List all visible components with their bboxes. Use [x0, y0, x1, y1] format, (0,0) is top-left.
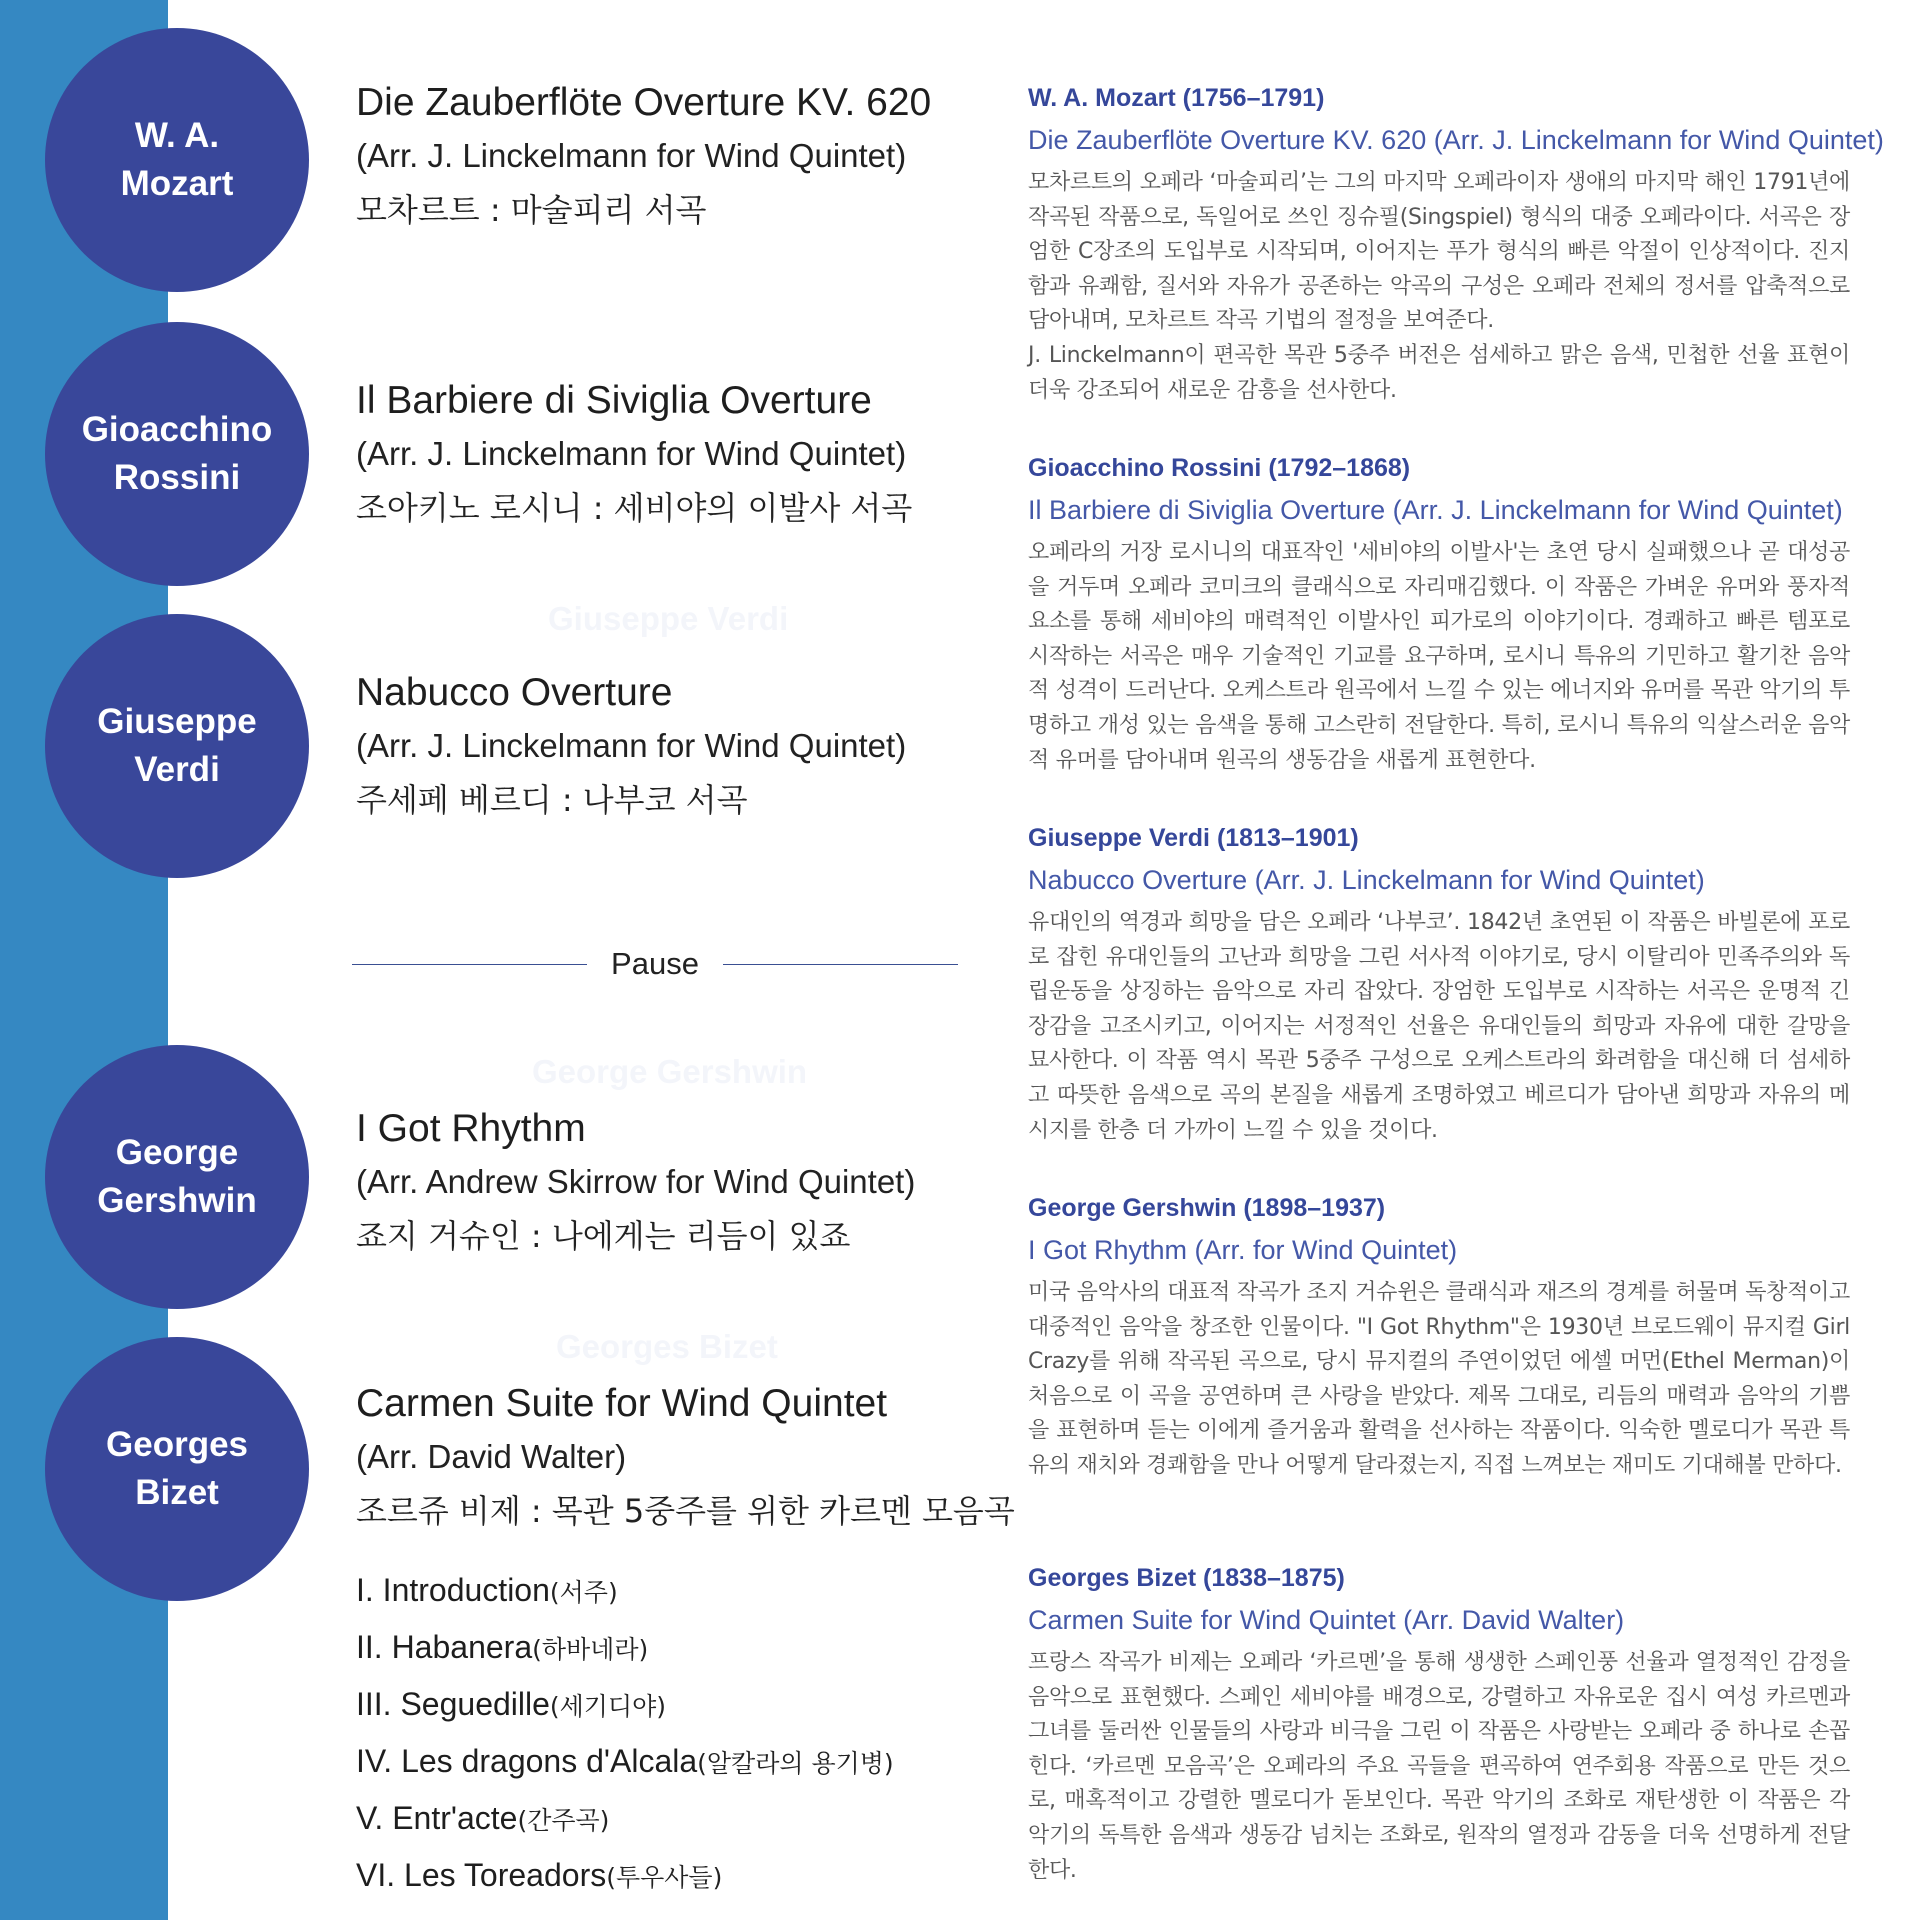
work-korean-title: 조아키노 로시니 : 세비야의 이발사 서곡: [356, 489, 913, 527]
composer-badge-last: Verdi: [134, 750, 220, 789]
note-work-title: I Got Rhythm (Arr. for Wind Quintet): [1028, 1235, 1458, 1265]
intermission-divider: [352, 940, 958, 988]
movement-korean: (세기디야): [549, 1692, 667, 1721]
ghost-caption-verdi: Giuseppe Verdi: [548, 600, 789, 637]
composer-badge-last: Gershwin: [97, 1181, 257, 1220]
program-note-verdi: [1028, 820, 1857, 1148]
divider-line-left: [352, 964, 587, 965]
list-item: [356, 1796, 976, 1853]
movement-title: V. Entr'acte: [356, 1800, 518, 1836]
program-item-bizet: [356, 1379, 1015, 1531]
carmen-movements-list: [356, 1568, 976, 1910]
composer-badge-first: Georges: [106, 1425, 248, 1464]
work-title: Il Barbiere di Siviglia Overture: [356, 379, 872, 422]
program-item-gershwin: [356, 1104, 976, 1256]
composer-badge-first: W. A.: [134, 116, 220, 155]
list-item: [356, 1682, 976, 1739]
composer-badge-first: Giuseppe: [97, 702, 257, 741]
program-note-mozart: [1028, 80, 1884, 408]
list-item: [356, 1853, 976, 1910]
work-korean-title: 주세페 베르디 : 나부코 서곡: [356, 781, 748, 819]
program-note-bizet: [1028, 1560, 1857, 1888]
composer-badge-last: Rossini: [113, 458, 241, 497]
program-note-rossini: [1028, 450, 1857, 778]
work-arrangement: (Arr. J. Linckelmann for Wind Quintet): [356, 727, 907, 764]
program-note-gershwin: [1028, 1190, 1857, 1484]
composer-badge-last: Bizet: [135, 1473, 219, 1512]
composer-badge-last: Mozart: [120, 164, 234, 203]
movement-korean: (서주): [549, 1578, 618, 1607]
composer-badge-gershwin: [45, 1045, 309, 1309]
work-arrangement: (Arr. David Walter): [356, 1438, 627, 1475]
list-item: [356, 1739, 976, 1796]
composer-badge-rossini: [45, 322, 309, 586]
program-item-rossini: [356, 376, 976, 528]
movement-korean: (알칼라의 용기병): [697, 1749, 894, 1778]
composer-badge-verdi: [45, 614, 309, 878]
ghost-caption-bizet: Georges Bizet: [556, 1328, 778, 1365]
note-composer: Georges Bizet (1838–1875): [1028, 1564, 1345, 1592]
note-composer: W. A. Mozart (1756–1791): [1028, 84, 1325, 112]
movement-title: II. Habanera: [356, 1629, 533, 1665]
ghost-caption-gershwin: George Gershwin: [532, 1053, 808, 1090]
note-description: 오페라의 거장 로시니의 대표작인 '세비야의 이발사'는 초연 당시 실패했으나 곧 대성공을 거두며 오페라 코미크의 클래식으로 자리매김했다. 이 작품은 가벼운 유머와 풍자적 요소를 통해 세비야의 매력적인 이발사인 피가로의 이야기이다. 경쾌하고 빠른 템포로 시작하는 서곡은 매우 기술적인 기교를 요구하며, 로시니 특유의 기민하고 활기찬 음악적 성격이 드러난다. 오케스트라 원곡에서 느낄 수 있는 에너지와 유머를 목관 악기의 투명하고 개성 있는 음색을 통해 고스란히 전달한다. 특히, 로시니 특유의 익살스러운 음악적 유머를 담아내며 원곡의 생동감을 새롭게 표현한다.: [1028, 540, 1857, 773]
movement-korean: (투우사들): [606, 1863, 723, 1892]
note-work-title: Il Barbiere di Siviglia Overture (Arr. J. Linckelmann for Wind Quintet): [1028, 495, 1843, 525]
note-composer: Gioacchino Rossini (1792–1868): [1028, 454, 1411, 482]
work-title: I Got Rhythm: [356, 1107, 586, 1150]
work-title: Carmen Suite for Wind Quintet: [356, 1382, 888, 1425]
note-work-title: Die Zauberflöte Overture KV. 620 (Arr. J. Linckelmann for Wind Quintet): [1028, 125, 1884, 155]
composer-badge-first: Gioacchino: [81, 410, 273, 449]
note-description: 모차르트의 오페라 ‘마술피리’는 그의 마지막 오페라이자 생애의 마지막 해인 1791년에 작곡된 작품으로, 독일어로 쓰인 징슈필(Singspiel) 형식의 대중 오페라이다. 서곡은 장엄한 C장조의 도입부로 시작되며, 이어지는 푸가 형식의 빠른 악절이 인상적이다. 진지함과 유쾌함, 질서와 자유가 공존하는 악곡의 구성은 오페라 전체의 정서를 압축적으로 담아내며, 모차르트 작곡 기법의 절정을 보여준다. J. Linckelmann이 편곡한 목관 5중주 버전은 섬세하고 맑은 음색, 민첩한 선율 표현이 더욱 강조되어 새로운 감흥을 선사한다.: [1028, 170, 1850, 403]
note-description: 미국 음악사의 대표적 작곡가 조지 거슈윈은 클래식과 재즈의 경계를 허물며 독창적이고 대중적인 음악을 창조한 인물이다. "I Got Rhythm"은 1930년 브로드웨이 뮤지컬 Girl Crazy를 위해 작곡된 곡으로, 당시 뮤지컬의 주연이었던 에셀 머먼(Ethel Merman)이 처음으로 이 곡을 공연하며 큰 사랑을 받았다. 제목 그대로, 리듬의 매력과 음악의 기쁨을 표현하며 듣는 이에게 즐거움과 활력을 선사하는 작품이다. 익숙한 멜로디가 목관 특유의 재치와 경쾌함을 만나 어떻게 달라졌는지, 직접 느껴보는 재미도 기대해볼 만하다.: [1028, 1280, 1857, 1478]
note-composer: Giuseppe Verdi (1813–1901): [1028, 824, 1359, 852]
work-korean-title: 죠지 거슈인 : 나에게는 리듬이 있죠: [356, 1217, 851, 1255]
note-work-title: Nabucco Overture (Arr. J. Linckelmann for Wind Quintet): [1028, 865, 1705, 895]
composer-badge-mozart: [45, 28, 309, 292]
movement-title: IV. Les dragons d'Alcala: [356, 1743, 698, 1779]
note-composer: George Gershwin (1898–1937): [1028, 1194, 1386, 1222]
work-korean-title: 조르쥬 비제 : 목관 5중주를 위한 카르멘 모음곡: [356, 1492, 1015, 1530]
pause-label: Pause: [611, 946, 699, 981]
work-korean-title: 모차르트 : 마술피리 서곡: [356, 191, 707, 229]
movement-korean: (하바네라): [532, 1635, 649, 1664]
work-arrangement: (Arr. J. Linckelmann for Wind Quintet): [356, 137, 907, 174]
work-title: Die Zauberflöte Overture KV. 620: [356, 81, 932, 124]
note-description: 유대인의 역경과 희망을 담은 오페라 ‘나부코’. 1842년 초연된 이 작품은 바빌론에 포로로 잡힌 유대인들의 고난과 희망을 그린 서사적 이야기로, 당시 이탈리아 민족주의와 독립운동을 상징하는 음악으로 자리 잡았다. 장엄한 도입부로 시작하는 서곡은 운명적 긴장감을 고조시키고, 이어지는 서정적인 선율은 유대인들의 희망과 자유에 대한 갈망을 묘사한다. 이 작품 역시 목관 5중주 구성으로 오케스트라의 화려함을 대신해 더 섬세하고 따뜻한 음색으로 곡의 본질을 새롭게 조명하였고 베르디가 담아낸 희망과 자유의 메시지를 한층 더 가까이 느낄 수 있을 것이다.: [1028, 910, 1857, 1143]
note-description: 프랑스 작곡가 비제는 오페라 ‘카르멘’을 통해 생생한 스페인풍 선율과 열정적인 감정을 음악으로 표현했다. 스페인 세비야를 배경으로, 강렬하고 자유로운 집시 여성 카르멘과 그녀를 둘러싼 인물들의 사랑과 비극을 그린 이 작품은 사랑받는 오페라 중 하나로 손꼽힌다. ‘카르멘 모음곡’은 오페라의 주요 곡들을 편곡하여 연주회용 작품으로 만든 것으로, 매혹적이고 강렬한 멜로디가 돋보인다. 목관 악기의 조화로 재탄생한 이 작품은 각 악기의 독특한 음색과 생동감 넘치는 조화로, 원작의 열정과 감동을 더욱 선명하게 전달한다.: [1028, 1650, 1857, 1883]
program-item-verdi: [356, 668, 976, 820]
list-item: [356, 1625, 976, 1682]
divider-line-right: [723, 964, 958, 965]
composer-badge-bizet: [45, 1337, 309, 1601]
movement-title: VI. Les Toreadors: [356, 1857, 607, 1893]
movement-title: III. Seguedille: [356, 1686, 550, 1722]
side-stripe: [0, 0, 168, 1920]
work-arrangement: (Arr. Andrew Skirrow for Wind Quintet): [356, 1163, 916, 1200]
composer-badge-first: George: [115, 1133, 239, 1172]
list-item: [356, 1568, 976, 1625]
work-title: Nabucco Overture: [356, 671, 673, 714]
note-work-title: Carmen Suite for Wind Quintet (Arr. David Walter): [1028, 1605, 1625, 1635]
movement-korean: (간주곡): [517, 1806, 610, 1835]
work-arrangement: (Arr. J. Linckelmann for Wind Quintet): [356, 435, 907, 472]
program-item-mozart: [356, 78, 976, 230]
movement-title: I. Introduction: [356, 1572, 550, 1608]
